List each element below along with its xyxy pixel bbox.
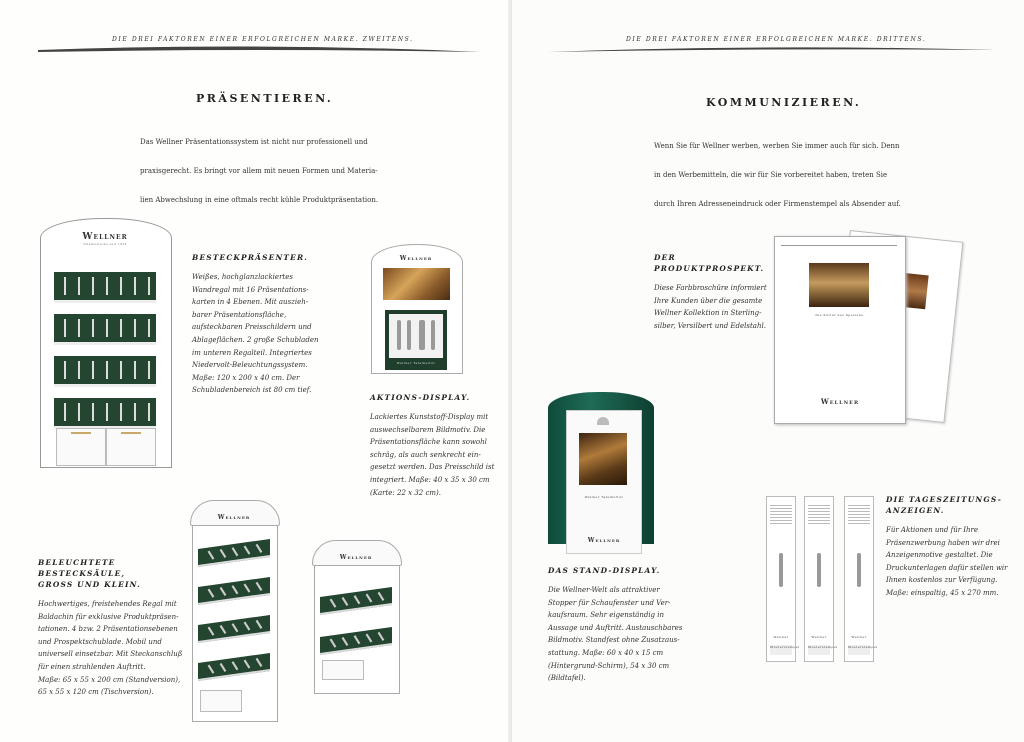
newspaper-ad [844,496,878,662]
display-photo [383,268,450,300]
header-swash-right [548,44,996,54]
caption-aktions-display [370,392,510,499]
display-panel [385,310,447,370]
caption-body: Diese Farbbroschüre informiert Ihre Kunden über die gesamte Wellner Kollektion in Sterling- silber, Versilbert und Edelstahl. [654,284,767,330]
caption-body: Für Aktionen und für Ihre Präsenzwerbung haben wir drei Anzeigenmotive gestaltet. Die Druckunterlagen dafür stellen wir Ihnen kostenlos zur Verfügung. Maße: einspaltig, 45 x 270 mm. [886,526,1008,597]
intro-line: praxisgerecht. Es bringt vor allem mit neuen Formen und Materia- [140,167,378,175]
wellner-logo: Wellner [339,554,373,561]
display-card [566,410,642,554]
stand-display-illustration [548,392,656,554]
caption-besteckpraesenter [192,252,352,397]
caption-body: Lackiertes Kunststoff-Display mit auswechselbarem Bildmotiv. Die Präsentationsfläche kann sowohl schräg, als auch senkrecht ein- gesetzt werden. Das Preisschild ist integriert. Maße: 40 x 35 x 30 cm (Karte: 22 x 32 cm). [370,413,495,497]
caption-title: DIE TAGESZEITUNGS- ANZEIGEN. [886,495,1002,515]
cutlery-card [389,314,443,358]
column-canopy [190,500,280,526]
intro-line: Das Wellner Präsentationssystem ist nicht nur professionell und [140,138,368,146]
logo-tagline: Tafelbestecke seit 1854 [83,243,127,246]
column-drawer [200,690,242,712]
intro-line: durch Ihren Adresseneindruck oder Firmenstempel als Absender auf. [654,200,901,208]
intro-line: Wenn Sie für Wellner werben, werben Sie immer auch für sich. Denn [654,142,900,150]
wellner-logo: Wellner [587,537,621,544]
page-title-right: KOMMUNIZIEREN. [706,96,862,109]
caption-title: AKTIONS-DISPLAY. [370,393,471,402]
ad-logo: Wellner [851,635,867,639]
shelf-drawer [56,428,106,466]
ad-footer: Musterstempel [770,645,792,655]
shelf-tier [54,272,156,303]
wellner-logo: Wellner [217,514,251,521]
caption-title: DER PRODUKTPROSPEKT. [654,253,765,273]
ad-footer: Musterstempel [848,645,870,655]
column-drawer [322,660,364,680]
caption-bestecksaeule [38,557,188,699]
column-canopy [312,540,402,566]
shelf-tier [54,398,156,429]
wellner-logo: Wellner [820,397,860,406]
header-swash-left [38,44,480,54]
card-caption: Wellner Tafelkultur [584,495,624,499]
right-page [512,0,1024,742]
page-title-left: PRÄSENTIEREN. [196,92,334,105]
caption-body: Hochwertiges, freistehendes Regal mit Baldachin für exklusive Produktpräsen- tationen. 4 bzw. 2 Präsentationsebenen und Prospektschublade. Mobil und universell einsetzbar. Mit Steckanschluß für einen strahlenden Auftritt. Maße: 65 x 55 x 200 cm (Standversion), 65 x 55 x 120 cm (Tischversion). [38,600,183,697]
shelf-drawer [106,428,156,466]
ad-logo: Wellner [811,635,827,639]
display-photo [579,433,627,485]
brochure-illustration [770,222,985,437]
newspaper-ad [804,496,838,662]
wellner-logo: Wellner [399,255,433,262]
ad-logo: Wellner [773,635,789,639]
brochure-caption: Die Kultur des Speisens. [815,313,865,317]
wellner-logo: Wellner [82,232,128,242]
ad-footer: Musterstempel [808,645,830,655]
caption-title: BESTECKPRÄSENTER. [192,253,309,262]
intro-line: lien Abwechslung in eine oftmals recht kühle Produktpräsentation. [140,196,379,204]
shelf-tier [54,356,156,387]
caption-body: Weißes, hochglanzlackiertes Wandregal mit 16 Präsentations- karten in 4 Ebenen. Mit auszieh- barer Präsentationsfläche, aufsteckbaren Preisschildern und Ablageflächen. 2 große Schubladen im unteren Regalteil. Integriertes Niedervolt-Beleuchtungssystem. Maße: 120 x 200 x 40 cm. Der Schubladenbereich ist 80 cm tief. [192,273,319,395]
intro-line: in den Werbemitteln, die wir für Sie vorbereitet haben, treten Sie [654,171,888,179]
shelf-tier [54,314,156,345]
caption-stand-display [548,565,698,685]
small-column-illustration [312,540,402,696]
caption-tageszeitungs-anzeigen [886,494,1016,600]
running-head-right: DIE DREI FAKTOREN EINER ERFOLGREICHEN MARKE. DRITTENS. [626,36,927,43]
card-caption: Wellner Tafelkultur [396,361,436,365]
tall-column-illustration [190,500,282,726]
intro-right [654,132,914,219]
brochure-photo [809,263,869,307]
brochure-front [774,236,906,424]
action-display-illustration [371,244,463,374]
caption-title: BELEUCHTETE BESTECKSÄULE, GROSS UND KLEIN. [38,558,141,589]
running-head-left: DIE DREI FAKTOREN EINER ERFOLGREICHEN MARKE. ZWEITENS. [112,36,414,43]
caption-body: Die Wellner-Welt als attraktiver Stopper für Schaufenster und Ver- kaufsraum. Sehr eigenständig in Aussage und Auftritt. Austauschbares Bildmotiv. Standfest ohne Zusatzaus- stattung. Maße: 60 x 40 x 15 cm (Hintergrund-Schirm), 54 x 30 cm (Bildtafel). [548,586,683,683]
intro-left [140,128,400,215]
caption-produktprospekt [654,252,784,332]
caption-title: DAS STAND-DISPLAY. [548,566,661,575]
newspaper-ad [766,496,800,662]
wall-shelf-illustration [40,218,172,468]
